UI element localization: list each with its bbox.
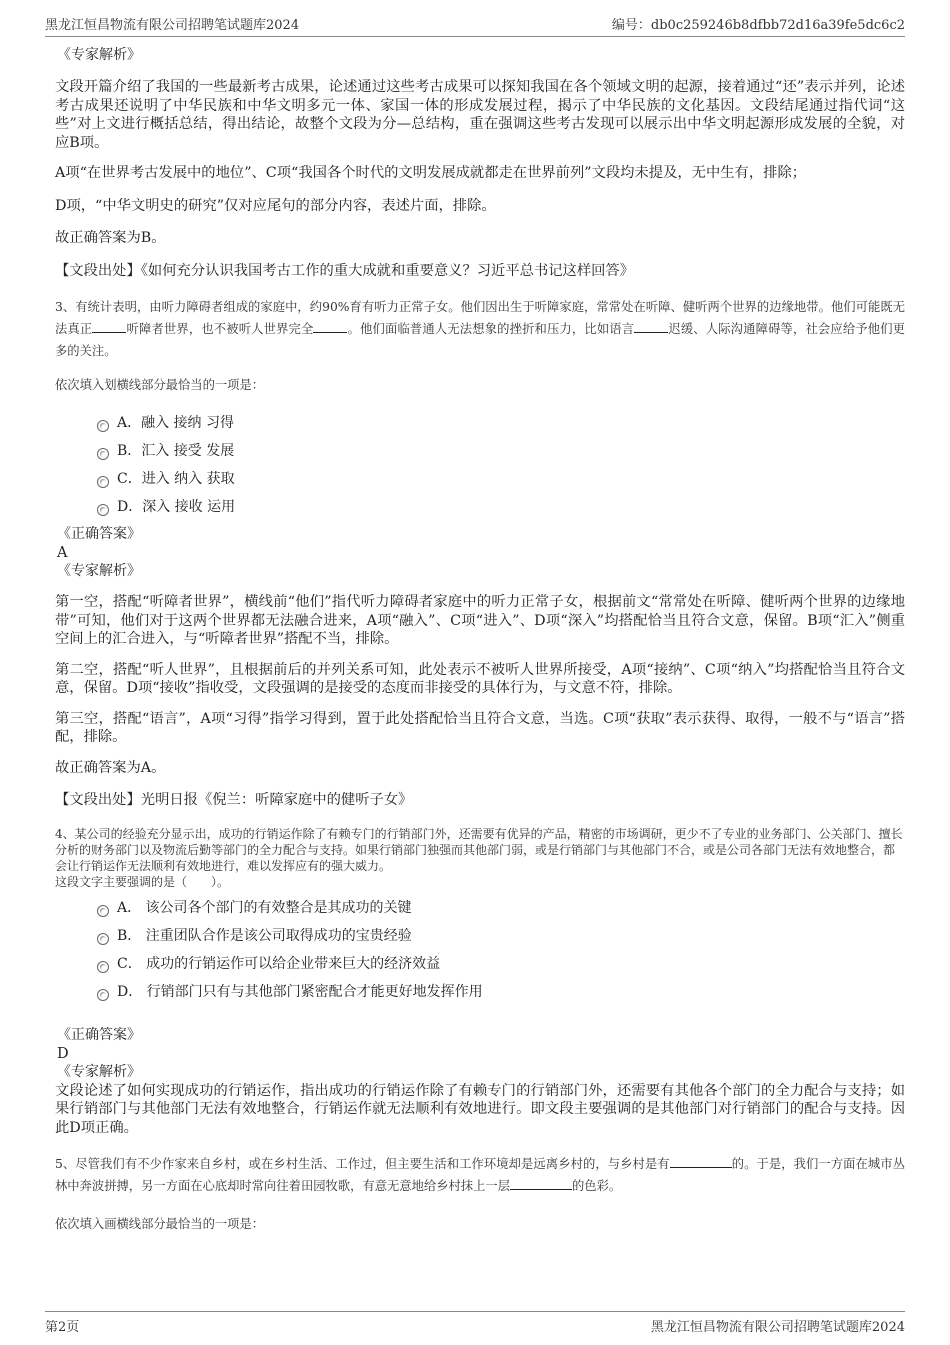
radio-icon[interactable]	[97, 989, 109, 1001]
correct-answer-label: 《正确答案》	[57, 526, 141, 542]
question-4-prompt: 这段文字主要强调的是（ ）。	[55, 874, 230, 889]
expert-analysis-label: 《专家解析》	[57, 47, 141, 63]
radio-icon[interactable]	[97, 420, 109, 432]
correct-answer-label: 《正确答案》	[57, 1026, 141, 1043]
radio-icon[interactable]	[97, 961, 109, 973]
analysis-paragraph: D项，“中华文明史的研究”仅对应尾句的部分内容，表述片面，排除。	[55, 197, 496, 214]
blank-line	[670, 1155, 732, 1168]
question-3-options	[55, 409, 905, 521]
option-c[interactable]: C．进入 纳入 获取	[95, 465, 905, 493]
blank-line	[313, 320, 347, 333]
analysis-conclusion: 故正确答案为A。	[55, 759, 166, 776]
question-4-options	[55, 894, 905, 1006]
question-3-text: 3、有统计表明，由听力障碍者组成的家庭中，约90%育有听力正常子女。他们因出生于听障家庭，常常处在听障、健听两个世界的边缘地带。他们可能既无法真正 听障者世界，也不被听人世界完全 。他们面临普通人无法想象的挫折和压力，比如语言 迟缓、人际沟通障碍等，社会应给予他们更多的关注。	[55, 300, 905, 358]
question-5-text: 5、尽管我们有不少作家来自乡村，或在乡村生活、工作过，但主要生活和工作环境却是远离乡村的，与乡村是有 的。于是，我们一方面在城市丛林中奔波拼搏，另一方面在心底却时常向往着田园牧歌，有意无意地给乡村抹上一层 的色彩。	[55, 1157, 905, 1193]
source-citation: 【文段出处】《如何充分认识我国考古工作的重大成就和重要意义？习近平总书记这样回答》	[55, 262, 635, 279]
expert-analysis-label: 《专家解析》	[57, 563, 141, 579]
option-b[interactable]: B． 注重团队合作是该公司取得成功的宝贵经验	[95, 922, 905, 950]
option-c[interactable]: C． 成功的行销运作可以给企业带来巨大的经济效益	[95, 950, 905, 978]
document-id: 编号：db0c259246b8dfbb72d16a39fe5dc6c2	[611, 18, 905, 33]
analysis-paragraph: 文段开篇介绍了我国的一些最新考古成果，论述通过这些考古成果可以探知我国在各个领域文明的起源，接着通过“还”表示并列，论述考古成果还说明了中华民族和中华文明多元一体、家国一体的形成发展过程，揭示了中华民族的文化基因。文段结尾通过指代词“这些”对上文进行概括总结，得出结论，故整个文段为分—总结构，重在强调这些考古发现可以展示出中华文明起源形成发展的全貌，对应B项。	[55, 79, 905, 151]
radio-icon[interactable]	[97, 504, 109, 516]
radio-icon[interactable]	[97, 933, 109, 945]
analysis-paragraph: 第一空，搭配“听障者世界”，横线前“他们”指代听力障碍者家庭中的听力正常子女，根据前文“常常处在听障、健听两个世界的边缘地带”可知，他们对于这两个世界都无法融合进来，A项“融入”、C项“进入”、D项“深入”均搭配恰当且符合文意，保留。B项“汇入”侧重空间上的汇合进入，与“听障者世界”搭配不当，排除。	[55, 594, 905, 647]
option-a[interactable]: A．融入 接纳 习得	[95, 409, 905, 437]
page-number: 第2页	[45, 1320, 80, 1335]
header-title: 黑龙江恒昌物流有限公司招聘笔试题库2024	[45, 18, 300, 33]
page-footer	[45, 1311, 905, 1336]
option-b[interactable]: B．汇入 接受 发展	[95, 437, 905, 465]
analysis-paragraph: 第三空，搭配“语言”，A项“习得”指学习得到，置于此处搭配恰当且符合文意，当选。C项“获取”表示获得、取得，一般不与“语言”搭配，排除。	[55, 710, 905, 745]
source-citation: 【文段出处】光明日报《倪兰：听障家庭中的健听子女》	[55, 792, 413, 808]
page-header	[45, 14, 905, 37]
analysis-paragraph: 第二空，搭配“听人世界”，且根据前后的并列关系可知，此处表示不被听人世界所接受，A项“接纳”、C项“纳入”均搭配恰当且符合文意，保留。D项“接收”指收受，文段强调的是接受的态度而非接受的具体行为，与文意不符，排除。	[55, 661, 905, 696]
question-3-prompt: 依次填入划横线部分最恰当的一项是：	[55, 378, 265, 392]
option-d[interactable]: D．深入 接收 运用	[95, 493, 905, 521]
blank-line	[510, 1177, 572, 1190]
question-4-text: 4、某公司的经验充分显示出，成功的行销运作除了有赖专门的行销部门外，还需要有优异的产品，精密的市场调研，更少不了专业的业务部门、公关部门、擅长分析的财务部门以及物流后勤等部门的全力配合与支持。如果行销部门独强而其他部门弱，或是行销部门与其他部门不合，或是公司各部门无法有效地整合，都会让行销运作无法顺利有效地进行，难以发挥应有的强大威力。	[55, 826, 903, 873]
correct-answer: A	[57, 545, 68, 561]
analysis-paragraph: 文段论述了如何实现成功的行销运作，指出成功的行销运作除了有赖专门的行销部门外，还需要有其他各个部门的全力配合与支持；如果行销部门与其他部门无法有效地整合，行销运作就无法顺利有效地进行。即文段主要强调的是其他部门对行销部门的配合与支持。因此D项正确。	[55, 1082, 905, 1136]
analysis-paragraph: A项“在世界考古发展中的地位”、C项“我国各个时代的文明发展成就都走在世界前列”文段均未提及，无中生有，排除；	[55, 165, 807, 181]
radio-icon[interactable]	[97, 448, 109, 460]
document-body	[55, 46, 905, 1235]
footer-title: 黑龙江恒昌物流有限公司招聘笔试题库2024	[650, 1320, 905, 1335]
correct-answer: D	[57, 1045, 69, 1062]
radio-icon[interactable]	[97, 905, 109, 917]
radio-icon[interactable]	[97, 476, 109, 488]
option-a[interactable]: A． 该公司各个部门的有效整合是其成功的关键	[95, 894, 905, 922]
analysis-conclusion: 故正确答案为B。	[55, 230, 166, 246]
blank-line	[92, 320, 126, 333]
option-d[interactable]: D． 行销部门只有与其他部门紧密配合才能更好地发挥作用	[95, 978, 905, 1006]
question-5-prompt: 依次填入画横线部分最恰当的一项是：	[55, 1217, 265, 1231]
expert-analysis-label: 《专家解析》	[57, 1063, 141, 1080]
blank-line	[634, 320, 668, 333]
